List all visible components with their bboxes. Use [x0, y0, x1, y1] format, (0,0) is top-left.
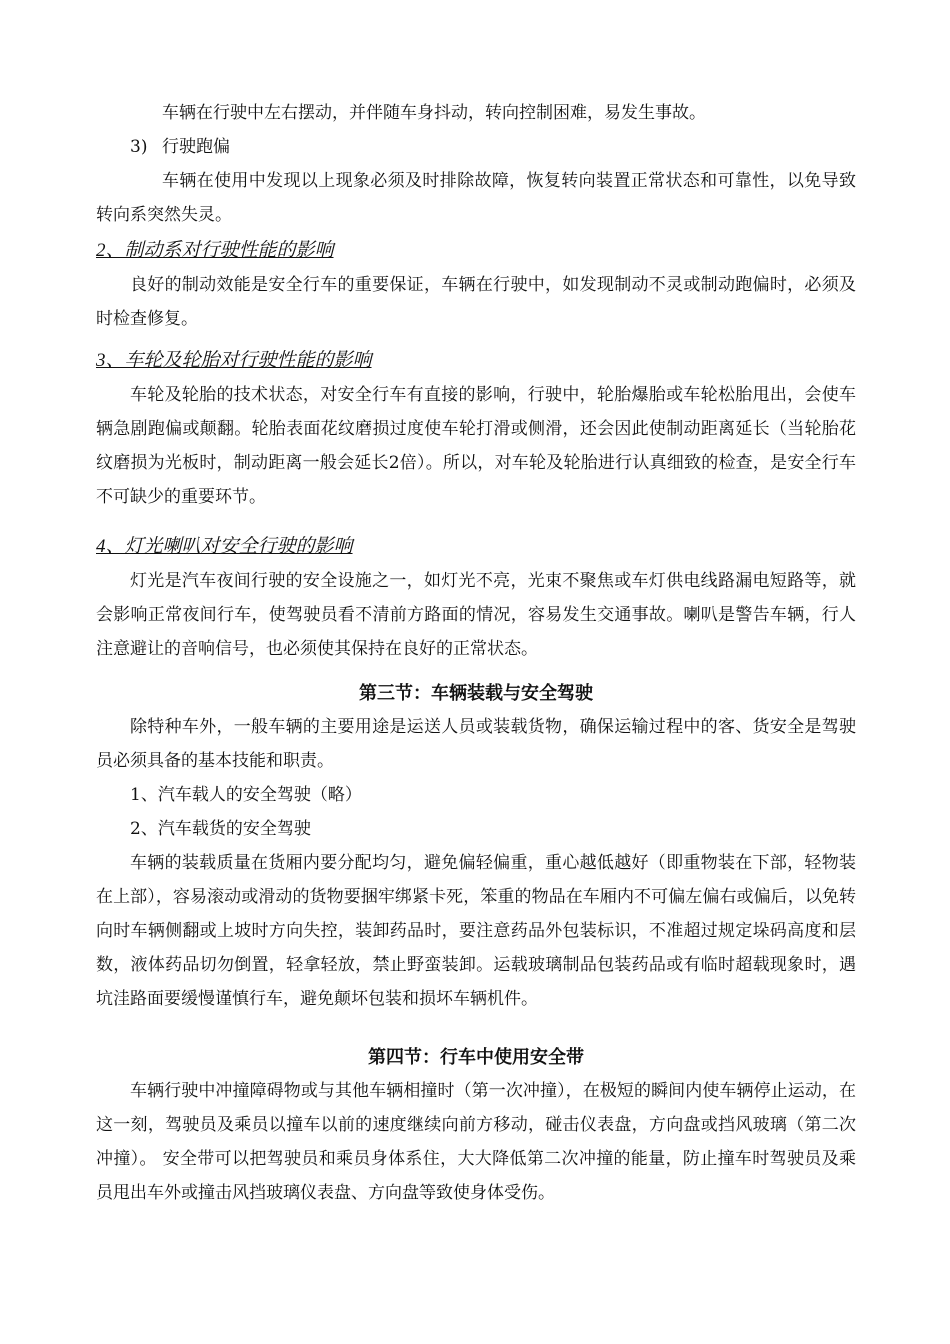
text-block-2: [96, 234, 856, 336]
paragraph: 车辆在使用中发现以上现象必须及时排除故障，恢复转向装置正常状态和可靠性，以免导致转向系突然失灵。: [96, 171, 856, 225]
paragraph: 车辆的装载质量在货厢内要分配均匀，避免偏轻偏重，重心越低越好（即重物装在下部，轻物装在上部），容易滚动或滑动的货物要捆牢绑紧卡死，笨重的物品在车厢内不可偏左偏右或偏后，以免转向时车辆侧翻或上坡时方向失控，装卸药品时，要注意药品外包装标识，不准超过规定垛码高度和层数，液体药品切勿倒置，轻拿轻放，禁止野蛮装卸。运载玻璃制品包装药品或有临时超载现象时，遇坑洼路面要缓慢谨慎行车，避免颠坏包装和损坏车辆机件。: [96, 853, 856, 1009]
list-item: [96, 130, 856, 164]
paragraph: 车轮及轮胎的技术状态，对安全行车有直接的影响，行驶中，轮胎爆胎或车轮松胎甩出，会使车辆急剧跑偏或颠翻。轮胎表面花纹磨损过度使车轮打滑或侧滑，还会因此使制动距离延长（当轮胎花纹磨损为光板时，制动距离一般会延长2倍）。所以，对车轮及轮胎进行认真细致的检查，是安全行车不可缺少的重要环节。: [96, 385, 856, 507]
paragraph: 车辆行驶中冲撞障碍物或与其他车辆相撞时（第一次冲撞），在极短的瞬间内使车辆停止运动，在这一刻，驾驶员及乘员以撞车以前的速度继续向前方移动，碰击仪表盘，方向盘或挡风玻璃（第二次冲撞）。 安全带可以把驾驶员和乘员身体系住，大大降低第二次冲撞的能量，防止撞车时驾驶员及乘员甩出车外或撞击风挡玻璃仪表盘、方向盘等致使身体受伤。: [96, 1081, 856, 1203]
paragraph: 灯光是汽车夜间行驶的安全设施之一，如灯光不亮，光束不聚焦或车灯供电线路漏电短路等，就会影响正常夜间行车，使驾驶员看不清前方路面的情况，容易发生交通事故。喇叭是警告车辆，行人注意避让的音响信号，也必须使其保持在良好的正常状态。: [96, 571, 856, 659]
list-number: 3): [130, 137, 148, 157]
paragraph: 良好的制动效能是安全行车的重要保证，车辆在行驶中，如发现制动不灵或制动跑偏时，必须及时检查修复。: [96, 275, 856, 329]
text-block-1: [96, 96, 856, 232]
subsection-heading: 3、车轮及轮胎对行驶性能的影响: [96, 350, 372, 371]
section-heading: 第四节：行车中使用安全带: [368, 1047, 584, 1067]
subsection-heading: 4、灯光喇叭对安全行驶的影响: [96, 536, 353, 557]
section-3: [96, 676, 856, 1016]
list-text: 行驶跑偏: [162, 137, 230, 157]
section-heading: 第三节：车辆装载与安全驾驶: [359, 683, 593, 703]
text-block-3: [96, 344, 856, 514]
list-item: 1、汽车载人的安全驾驶（略）: [130, 785, 362, 805]
subsection-heading: 2、制动系对行驶性能的影响: [96, 240, 334, 261]
paragraph: 除特种车外，一般车辆的主要用途是运送人员或装载货物，确保运输过程中的客、货安全是驾驶员必须具备的基本技能和职责。: [96, 717, 856, 771]
paragraph: 车辆在行驶中左右摆动，并伴随车身抖动，转向控制困难，易发生事故。: [162, 103, 706, 123]
section-4: [96, 1040, 856, 1210]
list-item: 2、汽车载货的安全驾驶: [130, 819, 311, 839]
text-block-4: [96, 530, 856, 666]
